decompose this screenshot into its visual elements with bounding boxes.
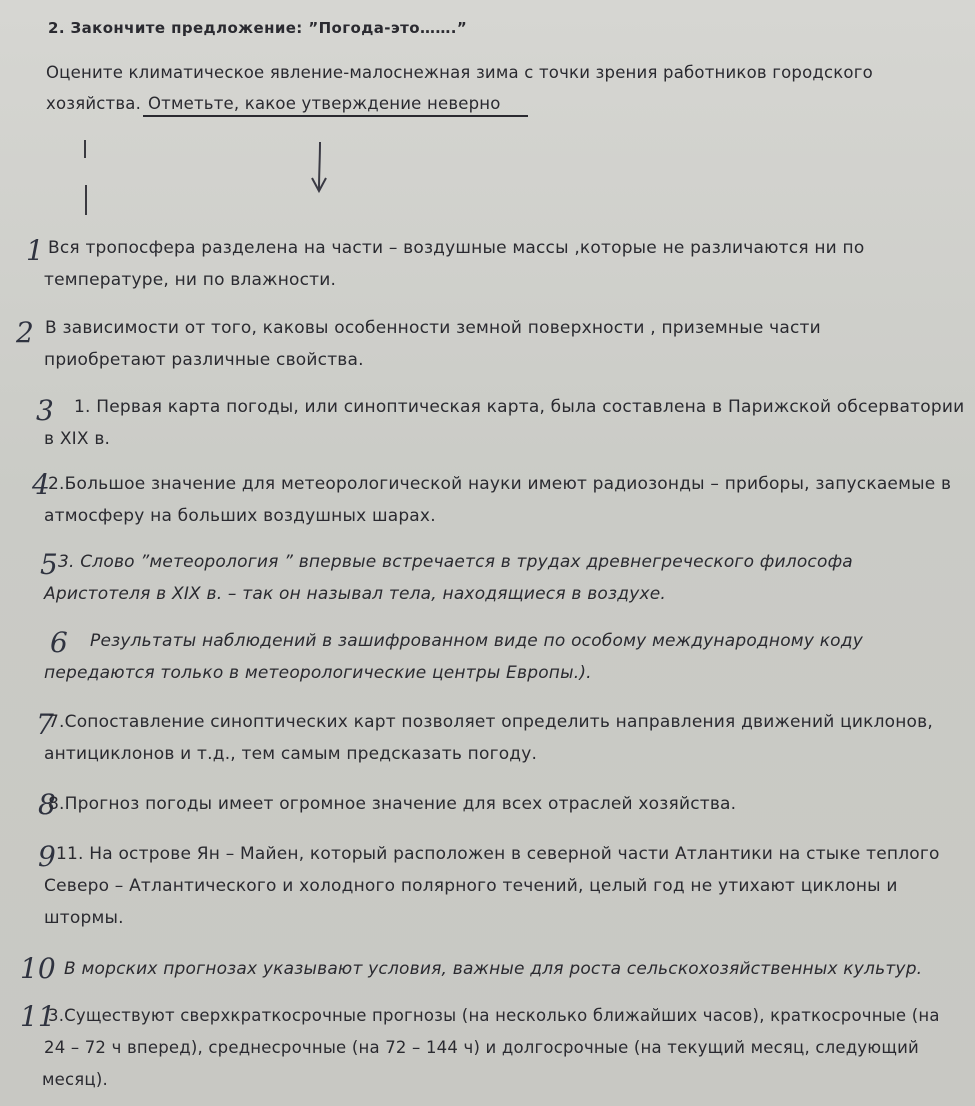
statement-9-line-2: Северо – Атлантического и холодного полярного течений, целый год не утихают циклоны и <box>44 876 898 896</box>
statement-6-line-1: Результаты наблюдений в зашифрованном виде по особому международному коду <box>90 631 863 651</box>
down-arrow-icon <box>308 140 332 196</box>
handwritten-number: 4 <box>32 468 50 501</box>
instruction-underline <box>143 115 528 117</box>
statement-1-line-1: Вся тропосфера разделена на части – воздушные массы ,которые не различаются ни по <box>48 238 865 258</box>
statement-2-line-1: В зависимости от того, каковы особенности земной поверхности , приземные части <box>45 318 821 338</box>
statement-11-line-2: 24 – 72 ч вперед), среднесрочные (на 72 – 144 ч) и долгосрочные (на текущий месяц, следующий <box>44 1038 919 1057</box>
statement-2-line-2: приобретают различные свойства. <box>44 350 364 370</box>
handwritten-number: 2 <box>16 316 34 349</box>
statement-7-line-1: 7.Сопоставление синоптических карт позволяет определить направления движений циклонов, <box>48 712 933 732</box>
pencil-mark <box>85 185 87 215</box>
statement-4-line-1: 2.Большое значение для метеорологической науки имеют радиозонды – приборы, запускаемые в <box>48 474 952 494</box>
statement-8-line-1: 8.Прогноз погоды имеет огромное значение для всех отраслей хозяйства. <box>48 794 737 814</box>
statement-11-line-3: месяц). <box>42 1070 108 1089</box>
task-heading: 2. Закончите предложение: ”Погода-это…….” <box>48 19 468 37</box>
statement-7-line-2: антициклонов и т.д., тем самым предсказать погоду. <box>44 744 538 764</box>
intro-line-2b: Отметьте, какое утверждение неверно <box>148 94 501 113</box>
statement-3-line-1: 1. Первая карта погоды, или синоптическая карта, была составлена в Парижской обсерватории <box>74 397 965 417</box>
intro-line-1: Оцените климатическое явление-малоснежная зима с точки зрения работников городского <box>46 63 873 82</box>
intro-line-2a: хозяйства. <box>46 94 142 113</box>
statement-1-line-2: температуре, ни по влажности. <box>44 270 337 290</box>
statement-5-line-1: 3. Слово ”метеорология ” впервые встречается в трудах древнегреческого философа <box>58 552 853 572</box>
statement-9-line-1: 11. На острове Ян – Майен, который расположен в северной части Атлантики на стыке теплого <box>56 844 940 864</box>
handwritten-number: 6 <box>50 626 68 659</box>
statement-4-line-2: атмосферу на больших воздушных шарах. <box>44 506 436 526</box>
handwritten-number: 3 <box>36 394 54 427</box>
handwritten-number: 11 <box>20 1000 56 1033</box>
handwritten-number: 1 <box>26 234 44 267</box>
statement-6-line-2: передаются только в метеорологические центры Европы.). <box>44 663 592 683</box>
statement-9-line-3: штормы. <box>44 908 124 928</box>
handwritten-number: 8 <box>38 788 56 821</box>
statement-10-line-1: В морских прогнозах указывают условия, важные для роста сельскохозяйственных культур. <box>64 959 923 979</box>
handwritten-number: 10 <box>20 952 56 985</box>
handwritten-number: 9 <box>38 840 56 873</box>
handwritten-number: 7 <box>36 708 54 741</box>
statement-11-line-1: 3.Существуют сверхкраткосрочные прогнозы (на несколько ближайших часов), краткосрочные (на <box>48 1006 940 1025</box>
handwritten-number: 5 <box>40 548 58 581</box>
statement-3-line-2: в XIX в. <box>44 429 111 449</box>
statement-5-line-2: Аристотеля в XIX в. – так он называл тела, находящиеся в воздухе. <box>44 584 666 604</box>
pencil-mark <box>84 140 86 158</box>
